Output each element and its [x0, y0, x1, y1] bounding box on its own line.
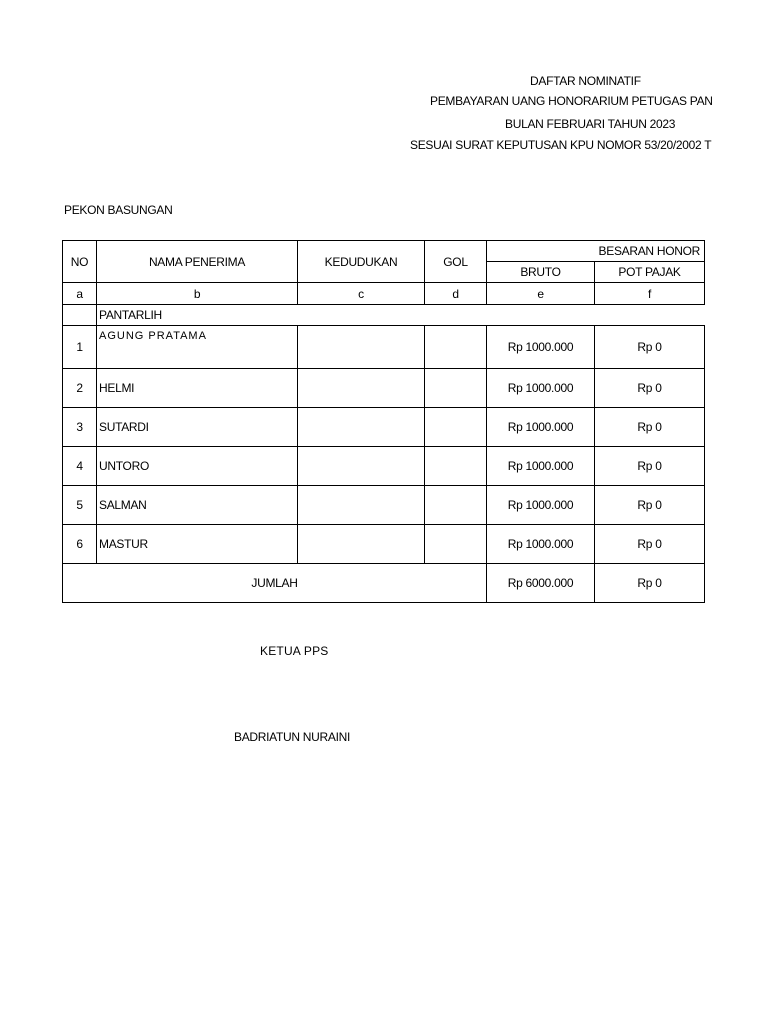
row-name: MASTUR [97, 525, 298, 564]
row-bruto: Rp 1000.000 [487, 525, 595, 564]
table-row [63, 326, 705, 369]
header-position: KEDUDUKAN [298, 241, 425, 283]
row-tax: Rp 0 [595, 369, 705, 408]
row-position [298, 447, 425, 486]
header-gol: GOL [425, 241, 487, 283]
document-subtitle-payment: PEMBAYARAN UANG HONORARIUM PETUGAS PAN [430, 94, 713, 108]
document-subtitle-period: BULAN FEBRUARI TAHUN 2023 [505, 117, 676, 131]
row-gol [425, 326, 487, 369]
column-letter: e [487, 283, 595, 305]
row-position [298, 369, 425, 408]
row-position [298, 326, 425, 369]
column-letter: b [97, 283, 298, 305]
total-tax: Rp 0 [595, 564, 705, 603]
honorarium-table [62, 240, 705, 603]
row-name: UNTORO [97, 447, 298, 486]
village-name: PEKON BASUNGAN [64, 203, 173, 217]
row-position [298, 525, 425, 564]
document-subtitle-decree: SESUAI SURAT KEPUTUSAN KPU NOMOR 53/20/2002 T [410, 138, 712, 152]
table-row [63, 369, 705, 408]
row-no: 3 [63, 408, 97, 447]
row-bruto: Rp 1000.000 [487, 326, 595, 369]
row-no: 2 [63, 369, 97, 408]
header-honor: BESARAN HONOR [487, 241, 705, 262]
header-tax: POT PAJAK [595, 262, 705, 283]
row-no: 5 [63, 486, 97, 525]
row-name: SALMAN [97, 486, 298, 525]
row-gol [425, 369, 487, 408]
row-name: SUTARDI [97, 408, 298, 447]
row-tax: Rp 0 [595, 326, 705, 369]
signature-name: BADRIATUN NURAINI [234, 730, 351, 744]
row-name: AGUNG PRATAMA [97, 326, 298, 369]
total-bruto: Rp 6000.000 [487, 564, 595, 603]
column-letter: c [298, 283, 425, 305]
header-no: NO [63, 241, 97, 283]
row-tax: Rp 0 [595, 408, 705, 447]
column-letter: d [425, 283, 487, 305]
row-bruto: Rp 1000.000 [487, 447, 595, 486]
header-bruto: BRUTO [487, 262, 595, 283]
table-row [63, 525, 705, 564]
signature-role: KETUA PPS [260, 644, 329, 658]
group-label: PANTARLIH [97, 305, 705, 326]
total-row [63, 564, 705, 603]
row-name: HELMI [97, 369, 298, 408]
row-no: 6 [63, 525, 97, 564]
table-row [63, 447, 705, 486]
row-tax: Rp 0 [595, 486, 705, 525]
total-label: JUMLAH [63, 564, 487, 603]
row-position [298, 408, 425, 447]
row-tax: Rp 0 [595, 525, 705, 564]
table-header-row [63, 241, 705, 262]
row-bruto: Rp 1000.000 [487, 408, 595, 447]
group-row [63, 305, 705, 326]
header-name: NAMA PENERIMA [97, 241, 298, 283]
row-no: 1 [63, 326, 97, 369]
document-title: DAFTAR NOMINATIF [530, 74, 641, 88]
column-letter: f [595, 283, 705, 305]
row-tax: Rp 0 [595, 447, 705, 486]
row-no: 4 [63, 447, 97, 486]
row-position [298, 486, 425, 525]
table-row [63, 486, 705, 525]
column-letter: a [63, 283, 97, 305]
row-bruto: Rp 1000.000 [487, 486, 595, 525]
column-letter-row [63, 283, 705, 305]
row-gol [425, 408, 487, 447]
row-gol [425, 525, 487, 564]
row-gol [425, 447, 487, 486]
row-bruto: Rp 1000.000 [487, 369, 595, 408]
table-row [63, 408, 705, 447]
group-no-cell [63, 305, 97, 326]
row-gol [425, 486, 487, 525]
